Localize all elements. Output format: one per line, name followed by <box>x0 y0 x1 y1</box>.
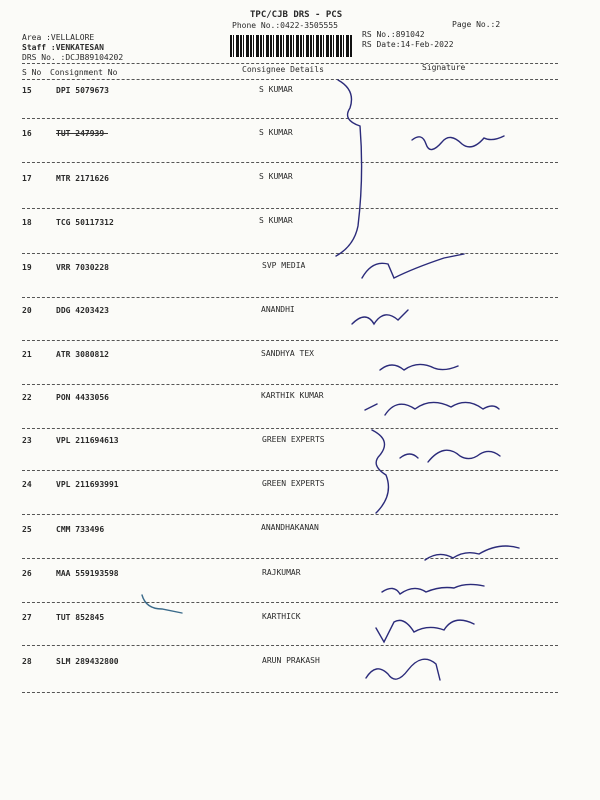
row-consignee: S KUMAR <box>259 128 293 137</box>
row-sno: 22 <box>22 393 32 402</box>
row-sno: 19 <box>22 263 32 272</box>
row-sno: 26 <box>22 569 32 578</box>
row-consignee: GREEN EXPERTS <box>262 479 325 488</box>
col-consignment-header: Consignment No <box>50 68 118 77</box>
row-consignee: ANANDHI <box>261 305 295 314</box>
row-sno: 17 <box>22 174 32 183</box>
row-sno: 27 <box>22 613 32 622</box>
row-consignee: S KUMAR <box>259 85 293 94</box>
row-consignment: VRR 7030228 <box>56 263 109 272</box>
row-consignee: KARTHICK <box>262 612 301 621</box>
row-consignee: KARTHIK KUMAR <box>261 391 324 400</box>
phone-number: Phone No.:0422-3505555 <box>232 21 338 30</box>
row-sno: 21 <box>22 350 32 359</box>
row-consignee: SVP MEDIA <box>262 261 306 270</box>
row-consignee: ARUN PRAKASH <box>262 656 320 665</box>
row-sno: 16 <box>22 129 32 138</box>
row-consignment: MAA 559193598 <box>56 569 119 578</box>
drs-number: DRS No. :DCJB89104202 <box>22 53 124 62</box>
row-consignment: MTR 2171626 <box>56 174 109 183</box>
col-signature-header: Signature <box>422 63 466 72</box>
row-consignment: DDG 4203423 <box>56 306 109 315</box>
doc-title: TPC/CJB DRS - PCS <box>250 10 343 20</box>
row-consignment: VPL 211693991 <box>56 480 119 489</box>
row-sno: 28 <box>22 657 32 666</box>
area-label: Area :VELLALORE <box>22 33 95 42</box>
col-consignee-header: Consignee Details <box>242 65 324 74</box>
col-sno-header: S No <box>22 68 42 77</box>
row-consignment: TUT 852845 <box>56 613 105 622</box>
row-consignment: DPI 5079673 <box>56 86 109 95</box>
page-number: Page No.:2 <box>452 20 501 29</box>
row-consignment: VPL 211694613 <box>56 436 119 445</box>
row-consignment: PON 4433056 <box>56 393 109 402</box>
row-sno: 25 <box>22 525 32 534</box>
staff-label: Staff :VENKATESAN <box>22 43 104 52</box>
row-sno: 20 <box>22 306 32 315</box>
row-consignee: S KUMAR <box>259 216 293 225</box>
row-consignee: ANANDHAKANAN <box>261 523 319 532</box>
rs-date: RS Date:14-Feb-2022 <box>362 40 454 49</box>
row-sno: 15 <box>22 86 32 95</box>
row-consignee: RAJKUMAR <box>262 568 301 577</box>
row-sno: 18 <box>22 218 32 227</box>
row-consignment: SLM 289432800 <box>56 657 119 666</box>
row-consignee: SANDHYA TEX <box>261 349 314 358</box>
row-consignment: TUT 247939 <box>56 129 105 138</box>
row-sno: 24 <box>22 480 32 489</box>
row-sno: 23 <box>22 436 32 445</box>
rs-number: RS No.:891042 <box>362 30 425 39</box>
row-consignment: ATR 3080812 <box>56 350 109 359</box>
row-consignee: GREEN EXPERTS <box>262 435 325 444</box>
row-consignment: TCG 50117312 <box>56 218 114 227</box>
row-consignee: S KUMAR <box>259 172 293 181</box>
row-consignment: CMM 733496 <box>56 525 105 534</box>
